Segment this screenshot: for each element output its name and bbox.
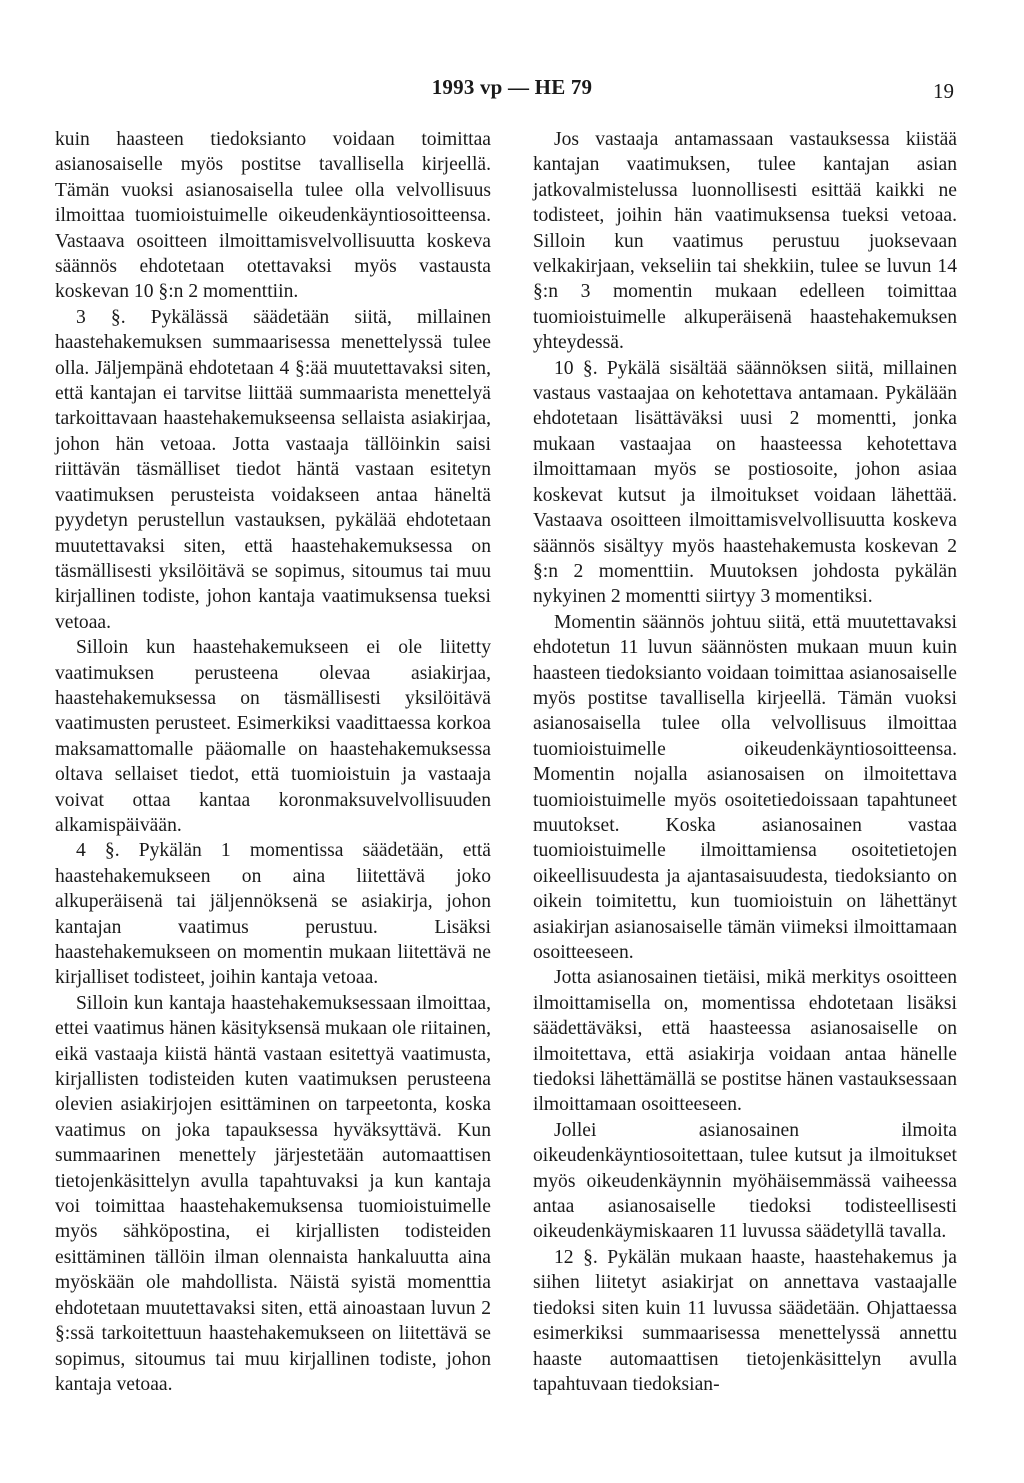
running-head: 1993 vp — HE 79 xyxy=(431,75,593,99)
page-header xyxy=(0,75,1024,105)
paragraph: Jos vastaaja antamassaan vastauksessa kiistää kantajan vaatimuksen, tulee kantajan asian jatkovalmistelussa luonnollisesti esittää kaikki ne todisteet, joihin hän vaatimuksensa tueksi vetoaa. Silloin kun vaatimus perustuu juoksevaan velkakirjaan, vekseliin tai shekkiin, tulee se luvun 14 §:n 3 momentin mukaan edelleen toimittaa tuomioistuimelle alkuperäisenä haastehakemuksen yhteydessä. xyxy=(533,129,957,354)
paragraph: Jotta asianosainen tietäisi, mikä merkitys osoitteen ilmoittamisella on, momentissa ehdotetaan lisäksi säädettäväksi, että haasteessa asianosaiselle on ilmoitettava, että asiakirja voidaan antaa hänelle tiedoksi lähettämällä se postitse hänen vastauksessaan ilmoittamaan osoitteeseen. xyxy=(533,967,957,1116)
right-column xyxy=(533,127,957,1397)
paragraph: 3 §. Pykälässä säädetään siitä, millainen haastehakemuksen summaarisessa menettelyssä tulee olla. Jäljempänä ehdotetaan 4 §:ää muutettavaksi siten, että kantajan ei tarvitse liittää summaarista menettelyä tarkoittavaan haastehakemukseensa sellaista asiakirjaa, johon hän vetoaa. Jotta vastaaja tällöinkin saisi riittävän täsmälliset tiedot häntä vastaan esitetyn vaatimuksen perusteista voidakseen antaa häneltä pyydetyn perustellun vastauksen, pykälää ehdotetaan muutettavaksi siten, että haastehakemuksessa on täsmällisesti yksilöitävä se sopimus, sitoumus tai muu kirjallinen todiste, johon kantaja vaatimuksensa tueksi vetoaa. xyxy=(55,306,491,633)
paragraph: Silloin kun haastehakemukseen ei ole liitetty vaatimuksen perusteena olevaa asiakirjaa, haastehakemuksessa on täsmällisesti yksilöitävä vaatimusten perusteet. Esimerkiksi vaadittaessa korkoa maksamattomalle pääomalle on haastehakemuksessa oltava sellaiset tiedot, että tuomioistuin ja vastaaja voivat ottaa kantaa koronmaksuvelvollisuuden alkamispäivään. xyxy=(55,637,491,836)
paragraph: kuin haasteen tiedoksianto voidaan toimittaa asianosaiselle myös postitse tavallisella kirjeellä. Tämän vuoksi asianosaisella tulee olla velvollisuus ilmoittaa tuomioistuimelle oikeudenkäyntiosoitteensa. Vastaava osoitteen ilmoittamisvelvollisuutta koskeva säännös ehdotetaan otettavaksi myös vastausta koskevan 10 §:n 2 momenttiin. xyxy=(55,129,491,303)
paragraph: Momentin säännös johtuu siitä, että muutettavaksi ehdotetun 11 luvun säännösten mukaan muun kuin haasteen tiedoksianto voidaan toimittaa asianosaiselle myös postitse tavallisella kirjeellä. Tämän vuoksi asianosaisella tulee olla velvollisuus ilmoittaa tuomioistuimelle oikeudenkäyntiosoitteensa. Momentin nojalla asianosaisen on ilmoitettava tuomioistuimelle myös osoitetiedoissaan tapahtuneet muutokset. Koska asianosainen vastaa tuomioistuimelle ilmoittamiensa osoitetietojen oikeellisuudesta ja ajantasaisuudesta, tiedoksianto on oikein toimitettu, kun tuomioistuin on lähettänyt asiakirjan asianosaiselle tämän viimeksi ilmoittamaan osoitteeseen. xyxy=(533,611,957,963)
paragraph: 4 §. Pykälän 1 momentissa säädetään, että haastehakemukseen on aina liitettävä joko alkuperäisenä tai jäljennöksenä se asiakirja, johon kantajan vaatimus perustuu. Lisäksi haastehakemukseen on momentin mukaan liitettävä ne kirjalliset todisteet, joihin kantaja vetoaa. xyxy=(55,840,491,989)
paragraph: 10 §. Pykälä sisältää säännöksen siitä, millainen vastaus vastaajaa on kehotettava antamaan. Pykälään ehdotetaan lisättäväksi uusi 2 momentti, jonka mukaan vastaajaa on haasteessa kehotettava ilmoittamaan myös se postiosoite, johon asiaa koskevat kutsut ja ilmoitukset voidaan lähettää. Vastaava osoitteen ilmoittamisvelvollisuutta koskeva säännös sisältyy myös haastehakemusta koskevan 2 §:n 2 momenttiin. Muutoksen johdosta pykälän nykyinen 2 momentti siirtyy 3 momentiksi. xyxy=(533,357,957,608)
page-number: 19 xyxy=(933,79,954,103)
paragraph: Silloin kun kantaja haastehakemuksessaan ilmoittaa, ettei vaatimus hänen käsityksensä mukaan ole riitainen, eikä vastaaja kiistä häntä vastaan esitettyä vaatimusta, kirjallisten todisteiden kuten vaatimuksen perusteena olevien asiakirjojen esittäminen on tarpeetonta, koska vaatimus on joka tapauksessa hyväksyttävä. Kun summaarinen menettely järjestetään automaattisen tietojenkäsittelyn avulla tapahtuvaksi ja kun kantaja voi toimittaa haastehakemuksensa tuomioistuimelle myös sähköpostina, ei kirjallisten todisteiden esittäminen tällöin ilman olennaista hankaluutta aina myöskään ole mahdollista. Näistä syistä momenttia ehdotetaan muutettavaksi siten, että ainoastaan luvun 2 §:ssä tarkoitettuun haastehakemukseen on liitettävä se sopimus, sitoumus tai muu kirjallinen todiste, johon kantaja vetoaa. xyxy=(55,992,491,1395)
paragraph: Jollei asianosainen ilmoita oikeudenkäyntiosoitettaan, tulee kutsut ja ilmoitukset myös oikeudenkäynnin myöhäisemmässä vaiheessa antaa asianosaiselle tiedoksi todisteellisesti oikeudenkäymiskaaren 11 luvussa säädetyllä tavalla. xyxy=(533,1119,957,1243)
paragraph: 12 §. Pykälän mukaan haaste, haastehakemus ja siihen liitetyt asiakirjat on annettava vastaajalle tiedoksi siten kuin 11 luvussa säädetään. Ohjattaessa esimerkiksi summaarisessa menettelyssä annettu haaste automaattisen tietojenkäsittelyn avulla tapahtuvaan tiedoksian- xyxy=(533,1246,957,1395)
left-column xyxy=(55,127,491,1397)
